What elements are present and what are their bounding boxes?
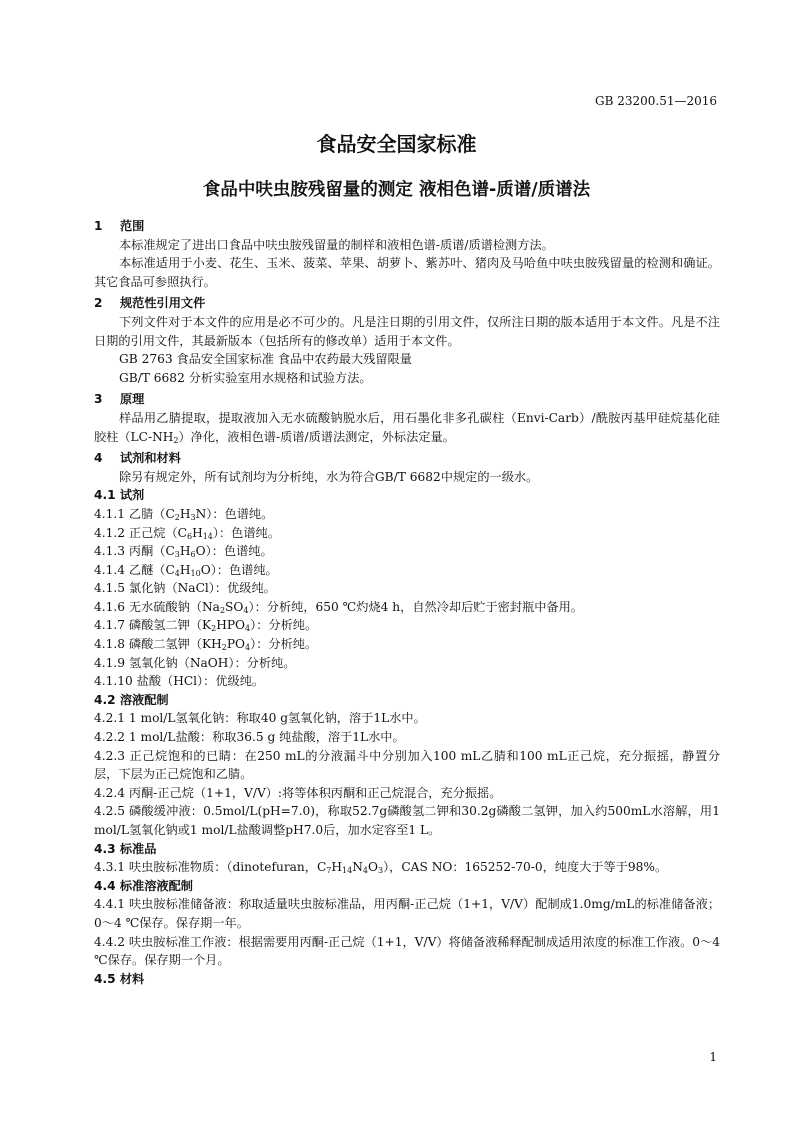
- list-item: 4.3.1 呋虫胺标准物质：（dinotefuran，$C_7H_{14}N_4O_3$），CAS NO：165252-70-0，纯度大于等于98%。: [94, 860, 668, 876]
- list-item: 4.1.6 无水硫酸钠$(Na_2SO_4)$：分析纯，650 ℃灼烧4 h，自然冷却后贮于密封瓶中备用。: [94, 599, 583, 615]
- list-item: 4.2.5 磷酸缓冲液：0.5mol/L(pH=7.0)，称取52.7g磷酸氢二钾和30.2g磷酸二氢钾，加入约500mL水溶解，用1 mol/L氢氧化钠或1 mol/L盐酸调整pH7.0后，加水定容至1 L。: [94, 804, 720, 837]
- document-title: 食品安全国家标准: [316, 132, 477, 156]
- section-title: 试剂和材料: [120, 451, 181, 466]
- reference-item: GB 2763 食品安全国家标准 食品中农药最大残留限量: [119, 352, 412, 367]
- subsection-heading-4-3: 4.3 标准品: [94, 841, 157, 856]
- list-item: 4.2.3 正己烷饱和的已睛：在250 mL的分液漏斗中分别加入100 mL乙腈和100 mL正己烷，充分振摇，静置分层，下层为正己烷饱和乙腈。: [94, 748, 721, 782]
- paragraph: 本标准适用于小麦、花生、玉米、菠菜、苹果、胡萝卜、紫苏叶、猪肉及马哈鱼中呋虫胺残留量的检测和确证。其它食品可参照执行。: [94, 256, 720, 289]
- list-item: 4.2.1 1 mol/L氢氧化钠：称取40 g氢氧化钠，溶于1L水中。: [94, 711, 426, 726]
- document-body: [94, 214, 720, 988]
- list-item: 4.1.10 盐酸（HCl）：优级纯。: [94, 674, 265, 689]
- subsection-heading-4-2: 4.2 溶液配制: [94, 692, 169, 707]
- list-item: 4.4.1 呋虫胺标准储备液：称取适量呋虫胺标准品，用丙酮-正己烷（1+1，V/V）配制成1.0mg/mL的标准储备液；0～4 ℃保存。保存期一年。: [94, 897, 721, 930]
- list-item: 4.1.1 乙腈$(C_2H_3N)$：色谱纯。: [94, 506, 274, 522]
- subsection-heading-4-1: 4.1 试剂: [94, 488, 145, 503]
- paragraph: 本标准规定了进出口食品中呋虫胺残留量的制样和液相色谱-质谱/质谱检测方法。: [119, 237, 554, 252]
- section-heading-4: [94, 449, 720, 468]
- list-item: 4.1.5 氯化钠（NaCl）：优级纯。: [94, 581, 276, 596]
- reference-item: GB/T 6682 分析实验室用水规格和试验方法。: [119, 370, 372, 385]
- page-number: 1: [709, 1050, 717, 1064]
- section-number: 2: [94, 296, 103, 311]
- list-item: 4.1.4 乙醚$(C_4H_{10}O)$：色谱纯。: [94, 562, 278, 578]
- list-item: 4.1.3 丙酮$(C_3H_6O)$：色谱纯。: [94, 544, 273, 560]
- section-title: 原理: [120, 392, 145, 407]
- section-title: 规范性引用文件: [120, 296, 206, 311]
- section-heading-1: [94, 217, 720, 236]
- document-subtitle: 食品中呋虫胺残留量的测定 液相色谱-质谱/质谱法: [202, 180, 591, 200]
- list-item: 4.2.4 丙酮-正己烷（1+1，V/V）:将等体积丙酮和正己烷混合，充分振摇。: [94, 785, 502, 800]
- section-title: 范围: [120, 219, 145, 233]
- section-number: 3: [94, 392, 103, 407]
- standard-code: GB 23200.51—2016: [594, 94, 717, 108]
- list-item: 4.1.2 正己烷$(C_6H_{14})$：色谱纯。: [94, 525, 280, 541]
- subsection-heading-4-5: 4.5 材料: [94, 971, 145, 986]
- subsection-heading-4-4: 4.4 标准溶液配制: [94, 878, 193, 893]
- section-number: 1: [94, 219, 103, 233]
- list-item: 4.4.2 呋虫胺标准工作液：根据需要用丙酮-正己烷（1+1，V/V）将储备液稀释配制成适用浓度的标准工作液。0～4 ℃保存。保存期一个月。: [94, 934, 721, 968]
- list-item: 4.2.2 1 mol/L盐酸：称取36.5 g 纯盐酸，溶于1L水中。: [94, 730, 405, 745]
- section-number: 4: [94, 451, 103, 466]
- list-item: 4.1.9 氢氧化钠（NaOH）：分析纯。: [94, 655, 296, 670]
- paragraph: 下列文件对于本文件的应用是必不可少的。凡是注日期的引用文件，仅所注日期的版本适用于本文件。凡是不注日期的引用文件，其最新版本（包括所有的修改单）适用于本文件。: [94, 314, 720, 348]
- paragraph: 除另有规定外，所有试剂均为分析纯，水为符合GB/T 6682中规定的一级水。: [119, 469, 539, 484]
- section-heading-3: [94, 390, 720, 409]
- list-item: 4.1.7 磷酸氢二钾$(K_2HPO_4)$：分析纯。: [94, 618, 318, 634]
- list-item: 4.1.8 磷酸二氢钾$(KH_2PO_4)$：分析纯。: [94, 637, 318, 653]
- section-heading-2: [94, 294, 720, 313]
- paragraph: 样品用乙腈提取，提取液加入无水硫酸钠脱水后，用石墨化非多孔碳柱（Envi-Carb）/酰胺丙基甲硅烷基化硅胶柱$(LC-NH_2)$净化，液相色谱-质谱/质谱法测定，外标法定量。: [94, 410, 720, 445]
